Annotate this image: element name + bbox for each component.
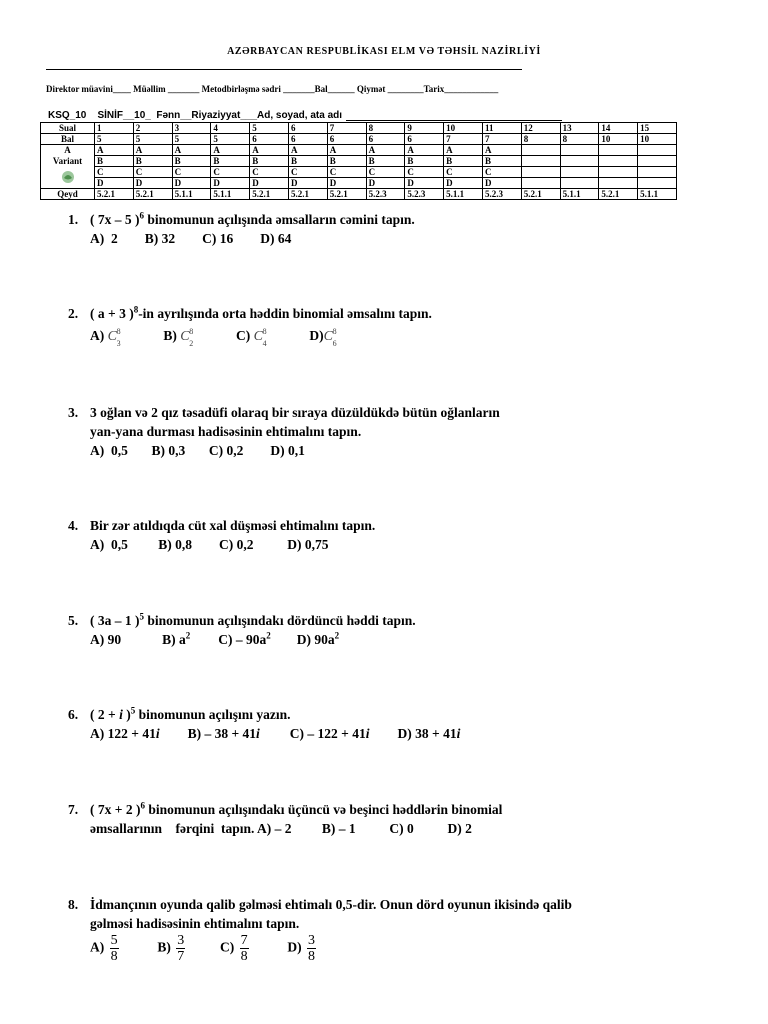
row-label: Qeyd xyxy=(41,189,95,200)
table-cell: 7 xyxy=(327,123,366,134)
table-row-variant xyxy=(41,167,677,178)
staff-signature-line: Direktor müavini____ Müəllim _______ Metodbirləşmə sədri _______Bal______ Qiymət ________Tarix____________ xyxy=(46,84,499,94)
table-cell: D xyxy=(327,178,366,189)
table-cell: 8 xyxy=(366,123,405,134)
expr: ( a + 3 ) xyxy=(90,306,134,321)
binomial-coefficient xyxy=(253,327,269,348)
student-info-line: KSQ_10 SİNİF__10_ Fənn__Riyaziyyat___Ad, soyad, ata adı xyxy=(48,110,343,121)
table-cell: A xyxy=(444,145,483,156)
question-text-line-2: yan-yana durması hadisəsinin ehtimalını tapın. xyxy=(90,424,362,439)
question-options: A) 0,5 B) 0,3 C) 0,2 D) 0,1 xyxy=(90,443,305,458)
table-cell xyxy=(560,167,599,178)
imaginary-unit: i xyxy=(365,726,370,741)
question-options: A) 0,5 B) 0,8 C) 0,2 D) 0,75 xyxy=(90,537,329,552)
table-cell: D xyxy=(133,178,172,189)
table-cell: 8 xyxy=(521,134,560,145)
table-cell xyxy=(599,156,638,167)
table-cell: B xyxy=(327,156,366,167)
table-cell: C xyxy=(482,167,521,178)
table-cell: C xyxy=(133,167,172,178)
table-cell: D xyxy=(250,178,289,189)
table-row-variant xyxy=(41,178,677,189)
table-cell: B xyxy=(250,156,289,167)
question-3 xyxy=(68,403,688,461)
question-text xyxy=(90,611,416,630)
table-cell: 6 xyxy=(366,134,405,145)
table-cell: 5.1.1 xyxy=(638,189,677,200)
option-d: D) 38 + 41 xyxy=(397,726,457,741)
table-cell: D xyxy=(366,178,405,189)
imaginary-unit: i xyxy=(456,726,461,741)
table-cell: B xyxy=(211,156,250,167)
table-cell: D xyxy=(288,178,327,189)
binom-letter: C xyxy=(253,329,263,344)
table-cell: 10 xyxy=(444,123,483,134)
question-number: 7. xyxy=(68,802,79,817)
question-1 xyxy=(68,210,688,250)
table-cell: D xyxy=(444,178,483,189)
row-label: Bal xyxy=(41,134,95,145)
table-cell: 2 xyxy=(133,123,172,134)
table-cell xyxy=(599,167,638,178)
table-cell xyxy=(638,156,677,167)
question-number: 2. xyxy=(68,306,79,321)
question-options: A) 2 B) 32 C) 16 D) 64 xyxy=(90,231,292,246)
option-c: C) – 90a xyxy=(218,632,267,647)
table-cell: 6 xyxy=(405,134,444,145)
option-d: D) 90a xyxy=(296,632,335,647)
table-cell: C xyxy=(250,167,289,178)
table-cell: 13 xyxy=(560,123,599,134)
table-cell xyxy=(638,178,677,189)
question-options xyxy=(90,630,339,649)
denominator: 8 xyxy=(240,949,248,964)
table-cell: B xyxy=(405,156,444,167)
table-cell: 5.2.1 xyxy=(288,189,327,200)
numerator: 5 xyxy=(110,933,118,948)
question-text-line-1: 3 oğlan və 2 qız təsadüfi olaraq bir sıraya düzüldükdə bütün oğlanların xyxy=(90,405,500,420)
imaginary-unit: i xyxy=(119,707,123,722)
table-cell: 5.2.1 xyxy=(599,189,638,200)
table-cell: C xyxy=(95,167,134,178)
table-cell: 5 xyxy=(95,134,134,145)
table-cell xyxy=(560,145,599,156)
table-cell: 6 xyxy=(327,134,366,145)
table-cell: D xyxy=(211,178,250,189)
exponent: 5 xyxy=(139,611,144,622)
table-cell: 9 xyxy=(405,123,444,134)
option-b: B) xyxy=(157,939,171,955)
table-cell: B xyxy=(366,156,405,167)
row-label: Sual xyxy=(41,123,95,134)
exponent: 5 xyxy=(130,705,136,716)
table-cell: C xyxy=(366,167,405,178)
table-cell: 3 xyxy=(172,123,211,134)
table-cell: A xyxy=(482,145,521,156)
table-cell: A xyxy=(405,145,444,156)
table-cell: 8 xyxy=(560,134,599,145)
table-cell: 5.2.3 xyxy=(405,189,444,200)
table-cell: B xyxy=(133,156,172,167)
table-cell: B xyxy=(95,156,134,167)
table-cell: A xyxy=(327,145,366,156)
table-cell: A xyxy=(133,145,172,156)
numerator: 7 xyxy=(240,933,248,948)
option-a: A) xyxy=(90,939,105,955)
fraction xyxy=(240,933,249,964)
table-row-variant xyxy=(41,145,677,156)
binom-bottom: 4 xyxy=(262,339,267,348)
table-cell: 5.2.1 xyxy=(521,189,560,200)
table-cell: 5 xyxy=(133,134,172,145)
question-number: 4. xyxy=(68,518,79,533)
table-cell: 11 xyxy=(482,123,521,134)
binom-letter: C xyxy=(180,329,190,344)
answer-table xyxy=(40,122,677,200)
expr: ( 3a – 1 ) xyxy=(90,613,140,628)
table-cell xyxy=(599,178,638,189)
question-text-line-1: İdmançının oyunda qalib gəlməsi ehtimalı 0,5-dir. Onun dörd oyunun ikisində qalib xyxy=(90,897,572,912)
fraction xyxy=(110,933,119,964)
ministry-title: AZƏRBAYCAN RESPUBLİKASI ELM VƏ TƏHSİL NAZİRLİYİ xyxy=(227,46,541,57)
binom-top: 8 xyxy=(262,327,267,336)
header-divider xyxy=(46,69,522,70)
option-c: C) – 122 + 41 xyxy=(289,726,366,741)
exponent: 8 xyxy=(133,304,139,315)
binom-top: 8 xyxy=(116,327,121,336)
exponent: 6 xyxy=(140,800,145,811)
question-text: Bir zər atıldıqda cüt xal düşməsi ehtimalını tapın. xyxy=(90,518,376,533)
binomial-coefficient xyxy=(180,327,195,348)
question-number: 6. xyxy=(68,707,79,722)
table-cell xyxy=(560,156,599,167)
exponent: 2 xyxy=(334,630,340,641)
table-cell xyxy=(521,178,560,189)
table-cell: 10 xyxy=(638,134,677,145)
table-cell: 6 xyxy=(250,134,289,145)
table-cell xyxy=(521,156,560,167)
table-cell: 5.2.1 xyxy=(95,189,134,200)
table-cell: C xyxy=(405,167,444,178)
table-cell xyxy=(638,167,677,178)
text-rest: binomunun açılışında əmsalların cəmini tapın. xyxy=(144,212,415,227)
binom-bottom: 2 xyxy=(189,339,194,348)
table-cell: C xyxy=(288,167,327,178)
expr: ) xyxy=(122,707,131,722)
option-b: B) a xyxy=(162,632,186,647)
option-a: A) xyxy=(90,328,105,343)
table-cell: 5 xyxy=(211,134,250,145)
table-cell: 10 xyxy=(599,134,638,145)
option-a: A) 122 + 41 xyxy=(90,726,156,741)
binomial-coefficient xyxy=(107,327,123,348)
expr: ( 2 + xyxy=(90,707,120,722)
table-cell: 5.1.1 xyxy=(444,189,483,200)
binom-top: 8 xyxy=(189,327,194,336)
table-cell: 15 xyxy=(638,123,677,134)
question-text-line-2: gəlməsi hadisəsinin ehtimalını tapın. xyxy=(90,916,300,931)
table-cell: C xyxy=(444,167,483,178)
table-cell: C xyxy=(211,167,250,178)
table-cell: B xyxy=(288,156,327,167)
table-cell: 5.2.1 xyxy=(133,189,172,200)
question-4 xyxy=(68,516,688,556)
question-text xyxy=(90,304,432,323)
question-text xyxy=(90,210,415,229)
table-cell xyxy=(521,145,560,156)
table-cell xyxy=(560,178,599,189)
option-b: B) – 38 + 41 xyxy=(187,726,257,741)
text-rest: -in ayrılışında orta həddin binomial əmsalını tapın. xyxy=(138,306,432,321)
table-cell xyxy=(638,145,677,156)
imaginary-unit: i xyxy=(256,726,260,741)
table-cell: B xyxy=(482,156,521,167)
table-cell: 5.1.1 xyxy=(560,189,599,200)
table-cell: 5.1.1 xyxy=(172,189,211,200)
table-cell: A xyxy=(211,145,250,156)
question-options xyxy=(90,326,339,348)
binom-letter: C xyxy=(107,329,117,344)
numerator: 3 xyxy=(177,933,185,948)
question-7 xyxy=(68,800,688,840)
table-cell: 5.2.3 xyxy=(366,189,405,200)
option-a: A) 90 xyxy=(90,632,122,647)
table-cell: A xyxy=(366,145,405,156)
table-cell: 5.2.1 xyxy=(250,189,289,200)
school-logo-icon xyxy=(43,167,92,187)
table-row-sual xyxy=(41,123,677,134)
table-cell: A xyxy=(172,145,211,156)
table-cell: B xyxy=(444,156,483,167)
imaginary-unit: i xyxy=(155,726,160,741)
binomial-coefficient xyxy=(323,327,339,348)
table-cell: 6 xyxy=(288,134,327,145)
table-cell: 4 xyxy=(211,123,250,134)
expr: ( 7x + 2 ) xyxy=(90,802,141,817)
text-rest: binomunun açılışındakı üçüncü və beşinci həddlərin binomial xyxy=(144,802,503,817)
table-cell: D xyxy=(95,178,134,189)
question-5 xyxy=(68,611,688,651)
table-cell: 12 xyxy=(521,123,560,134)
table-cell: 5 xyxy=(250,123,289,134)
binom-bottom: 6 xyxy=(332,339,337,348)
table-cell: 5 xyxy=(172,134,211,145)
binom-top: 8 xyxy=(332,327,337,336)
table-cell xyxy=(521,167,560,178)
option-c: C) xyxy=(236,328,251,343)
table-cell: A xyxy=(95,145,134,156)
fraction xyxy=(176,933,185,964)
table-cell: D xyxy=(172,178,211,189)
text-rest: binomunun açılışını yazın. xyxy=(135,707,291,722)
student-name-underline xyxy=(346,120,562,121)
question-8 xyxy=(68,895,688,971)
fraction xyxy=(307,933,316,964)
table-cell: 6 xyxy=(288,123,327,134)
table-row-variant xyxy=(41,156,677,167)
variant-label-cell xyxy=(41,145,95,189)
exponent: 2 xyxy=(185,630,191,641)
question-options xyxy=(90,724,460,743)
table-cell: 5.1.1 xyxy=(211,189,250,200)
question-6 xyxy=(68,705,688,745)
table-cell: C xyxy=(172,167,211,178)
question-2 xyxy=(68,304,688,348)
exponent: 6 xyxy=(139,210,144,221)
variant-label: Variant xyxy=(52,156,83,166)
text-rest: binomunun açılışındakı dördüncü həddi tapın. xyxy=(144,613,416,628)
option-b: B) xyxy=(163,328,177,343)
question-number: 3. xyxy=(68,405,79,420)
option-c: C) xyxy=(220,939,235,955)
option-d: D) xyxy=(287,939,302,955)
variant-label-a: A xyxy=(64,145,71,155)
table-cell: 1 xyxy=(95,123,134,134)
question-text xyxy=(90,800,502,819)
table-cell: D xyxy=(482,178,521,189)
denominator: 8 xyxy=(308,949,315,964)
question-text-line-2: əmsallarının fərqini tapın. A) – 2 B) – 1 C) 0 D) 2 xyxy=(90,821,472,836)
denominator: 7 xyxy=(177,949,185,964)
question-number: 1. xyxy=(68,212,79,227)
question-text xyxy=(90,705,291,724)
table-row-bal xyxy=(41,134,677,145)
numerator: 3 xyxy=(308,933,315,948)
table-cell: 14 xyxy=(599,123,638,134)
exponent: 2 xyxy=(266,630,271,641)
question-number: 8. xyxy=(68,897,79,912)
table-cell: D xyxy=(405,178,444,189)
table-cell: B xyxy=(172,156,211,167)
table-cell: C xyxy=(327,167,366,178)
table-row-qeyd xyxy=(41,189,677,200)
binom-bottom: 3 xyxy=(116,339,121,348)
table-cell: A xyxy=(250,145,289,156)
table-cell: 7 xyxy=(482,134,521,145)
denominator: 8 xyxy=(110,949,118,964)
question-options xyxy=(90,933,318,964)
binom-letter: C xyxy=(323,329,333,344)
table-cell: 5.2.3 xyxy=(482,189,521,200)
question-number: 5. xyxy=(68,613,79,628)
table-cell: A xyxy=(288,145,327,156)
table-cell xyxy=(599,145,638,156)
table-cell: 7 xyxy=(444,134,483,145)
expr: ( 7x – 5 ) xyxy=(90,212,140,227)
option-d: D) xyxy=(309,328,324,343)
table-cell: 5.2.1 xyxy=(327,189,366,200)
